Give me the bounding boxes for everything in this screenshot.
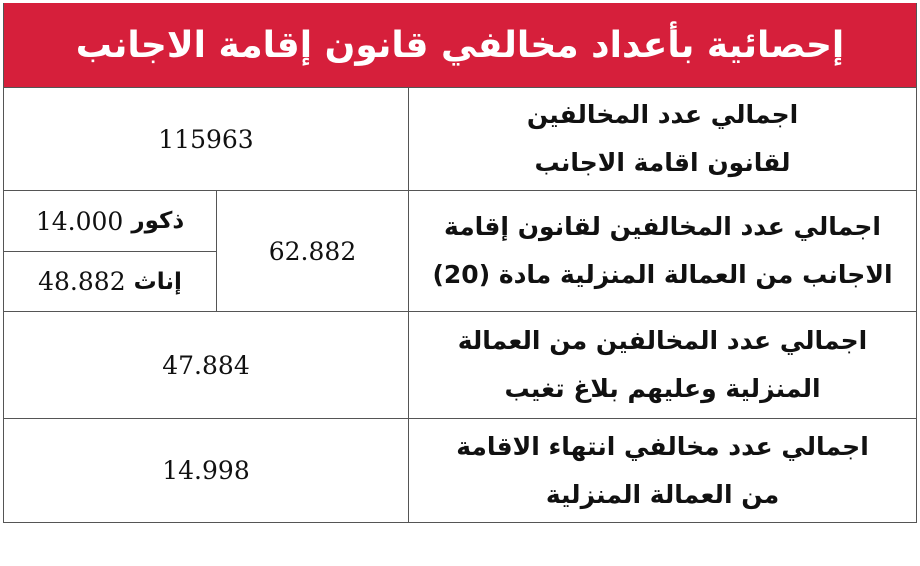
row-value: 62.882: [268, 236, 357, 266]
statistics-table: [3, 3, 917, 523]
female-label: إناث: [133, 268, 182, 295]
table-title: إحصائية بأعداد مخالفي قانون إقامة الاجانب: [75, 24, 845, 66]
row-value-cell: [4, 88, 408, 190]
row-label-line1: اجمالي عدد مخالفي انتهاء الاقامة: [456, 431, 869, 461]
row-value-cell: [217, 191, 408, 311]
row-label-line2: المنزلية وعليهم بلاغ تغيب: [504, 374, 821, 403]
row-value-cell: [4, 312, 408, 418]
breakdown-male: [4, 191, 216, 252]
table-row: [4, 418, 916, 522]
row-label-line1: اجمالي عدد المخالفين لقانون إقامة: [444, 212, 881, 241]
row-label: [408, 419, 916, 522]
row-label-line2: من العمالة المنزلية: [545, 479, 780, 509]
table-header: [4, 3, 916, 87]
female-value: 48.882: [38, 267, 126, 296]
gender-breakdown: [4, 191, 217, 311]
row-label-line2: لقانون اقامة الاجانب: [534, 148, 791, 177]
row-label-line1: اجمالي عدد المخالفين: [526, 100, 799, 129]
table-row: [4, 190, 916, 311]
breakdown-female: [4, 252, 216, 311]
row-value: 115963: [158, 124, 254, 154]
row-value: 14.998: [162, 456, 250, 485]
row-label: [408, 312, 916, 418]
male-label: ذكور: [131, 208, 185, 234]
table-row: [4, 311, 916, 418]
row-value-cell: [4, 419, 408, 522]
row-label: [408, 88, 916, 190]
row-label: [408, 191, 916, 311]
row-value: 47.884: [162, 350, 250, 380]
male-value: 14.000: [35, 206, 124, 236]
row-label-line2: الاجانب من العمالة المنزلية مادة (20): [432, 260, 893, 289]
row-label-line1: اجمالي عدد المخالفين من العمالة: [457, 326, 868, 355]
table-row: [4, 87, 916, 190]
